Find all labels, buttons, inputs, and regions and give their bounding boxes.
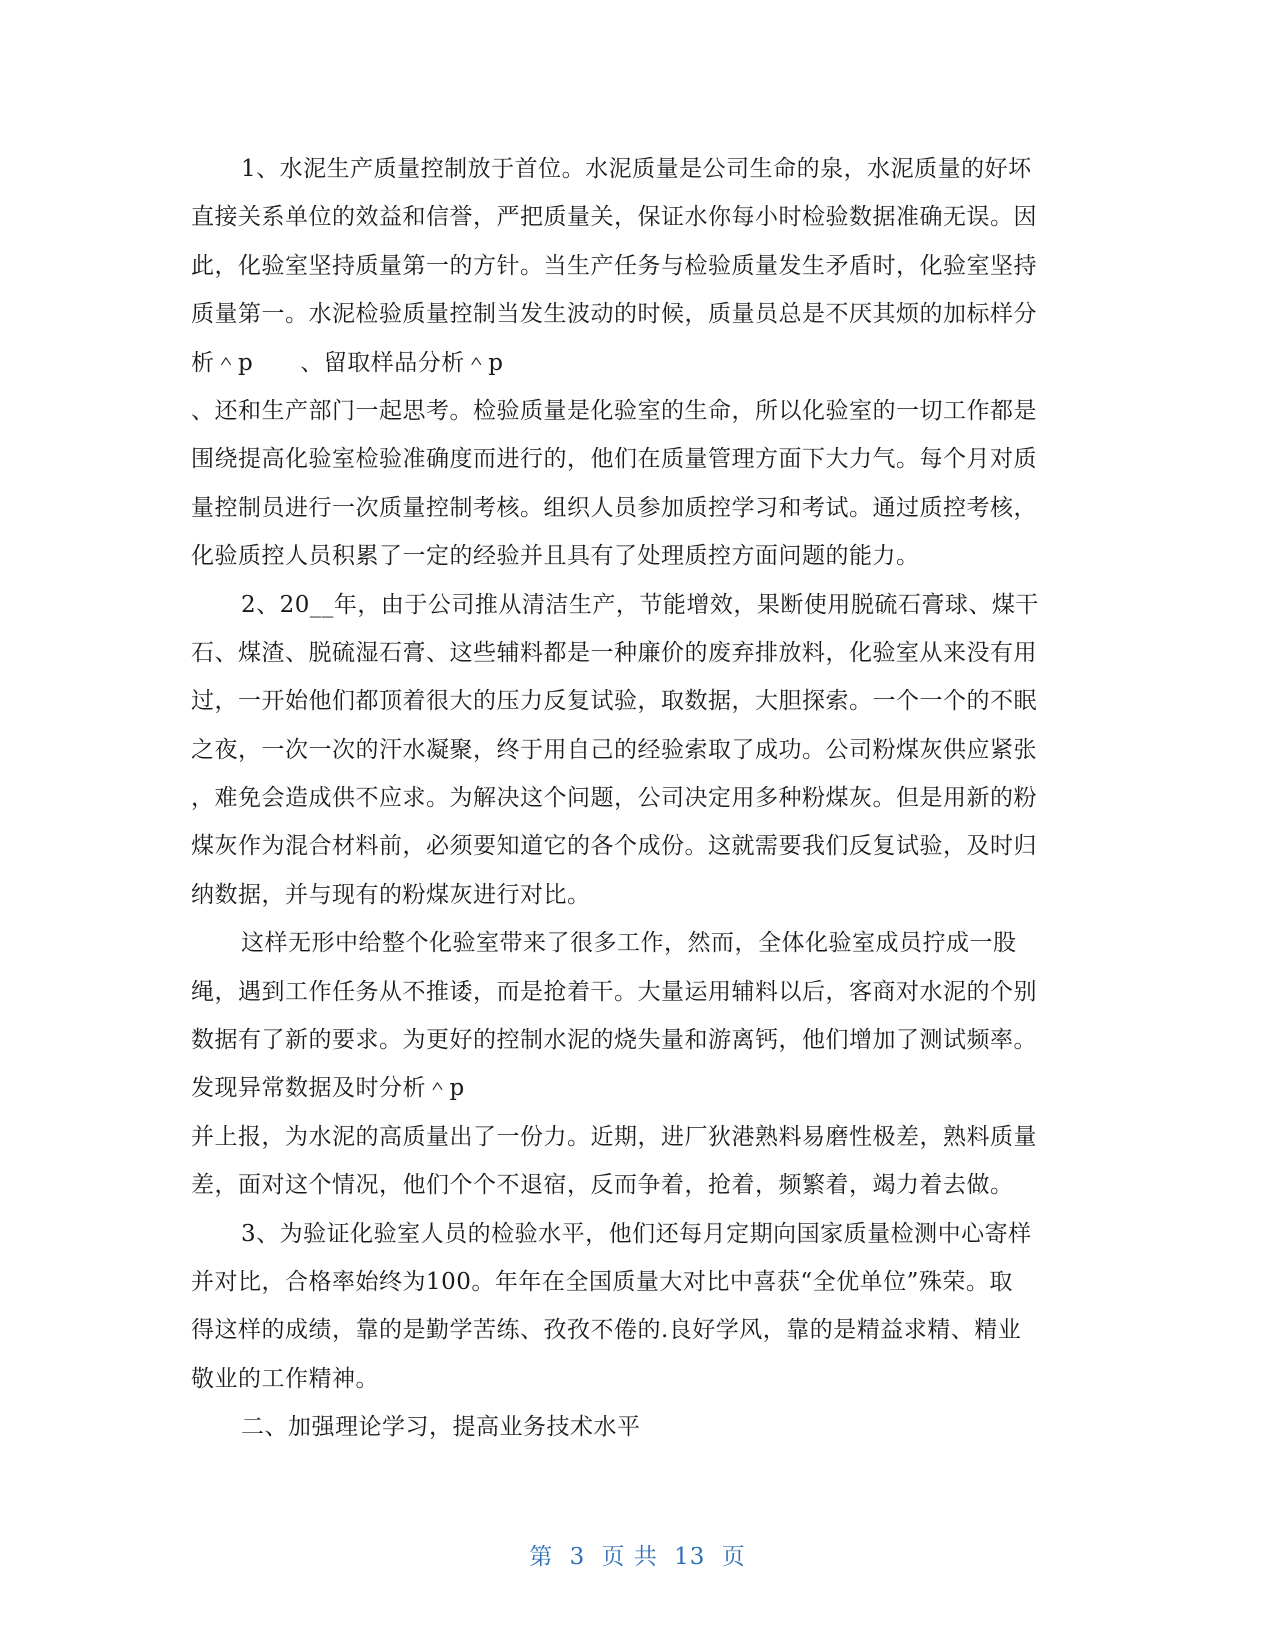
text-line: 质量第一。水泥检验质量控制当发生波动的时候，质量员总是不厌其烦的加标样分 <box>191 301 1037 328</box>
footer-mid: 页 共 <box>601 1544 658 1570</box>
text-line: 并对比，合格率始终为100。年年在全国质量大对比中喜获“全优单位”殊荣。取 <box>191 1268 1013 1295</box>
text-line: 、还和生产部门一起思考。检验质量是化验室的生命，所以化验室的一切工作都是 <box>191 397 1037 424</box>
text-line: 石、煤渣、脱硫湿石膏、这些辅料都是一种廉价的废弃排放料，化验室从来没有用 <box>191 639 1037 666</box>
text-line: 1、水泥生产质量控制放于首位。水泥质量是公司生命的泉，水泥质量的好坏 <box>241 156 1032 182</box>
document-body <box>191 145 1081 1452</box>
text-line: 差，面对这个情况，他们个个不退宿，反而争着，抢着，频繁着，竭力着去做。 <box>191 1172 1014 1199</box>
text-line: 化验质控人员积累了一定的经验并且具有了处理质控方面问题的能力。 <box>191 543 920 570</box>
footer-current-page: 3 <box>569 1544 586 1570</box>
text-line: 之夜，一次一次的汗水凝聚，终于用自己的经验索取了成功。公司粉煤灰供应紧张 <box>191 736 1037 763</box>
text-line: 围绕提高化验室检验准确度而进行的，他们在质量管理方面下大力气。每个月对质 <box>191 446 1037 473</box>
text-line: 2、20__年，由于公司推从清洁生产，节能增效，果断使用脱硫石膏球、煤干 <box>241 591 1039 618</box>
text-line: 发现异常数据及时分析＾p <box>191 1075 465 1102</box>
page-footer <box>0 1538 1275 1571</box>
text-line: 敬业的工作精神。 <box>191 1365 379 1392</box>
text-line: 得这样的成绩，靠的是勤学苦练、孜孜不倦的.良好学风，靠的是精益求精、精业 <box>191 1317 1022 1344</box>
footer-prefix: 第 <box>529 1544 554 1570</box>
footer-total-pages: 13 <box>674 1544 706 1570</box>
text-line: 这样无形中给整个化验室带来了很多工作，然而，全体化验室成员拧成一股 <box>241 930 1017 957</box>
text-line: 此，化验室坚持质量第一的方针。当生产任务与检验质量发生矛盾时，化验室坚持 <box>191 252 1037 279</box>
text-line: 并上报，为水泥的高质量出了一份力。近期，进厂狄港熟料易磨性极差，熟料质量 <box>191 1123 1037 1150</box>
text-line: ，难免会造成供不应求。为解决这个问题，公司决定用多种粉煤灰。但是用新的粉 <box>191 785 1037 812</box>
text-line: 析＾p 、留取样品分析＾p <box>191 349 504 376</box>
text-line: 数据有了新的要求。为更好的控制水泥的烧失量和游离钙，他们增加了测试频率。 <box>191 1027 1037 1054</box>
text-line: 绳，遇到工作任务从不推诿，而是抢着干。大量运用辅料以后，客商对水泥的个别 <box>191 978 1037 1005</box>
text-line: 纳数据，并与现有的粉煤灰进行对比。 <box>191 881 591 908</box>
text-line: 直接关系单位的效益和信誉，严把质量关，保证水你每小时检验数据准确无误。因 <box>191 204 1037 231</box>
text-line: 量控制员进行一次质量控制考核。组织人员参加质控学习和考试。通过质控考核， <box>191 494 1037 521</box>
text-line: 煤灰作为混合材料前，必须要知道它的各个成份。这就需要我们反复试验，及时归 <box>191 833 1037 860</box>
text-line: 二、加强理论学习，提高业务技术水平 <box>241 1414 641 1441</box>
text-line: 3、为验证化验室人员的检验水平，他们还每月定期向国家质量检测中心寄样 <box>241 1220 1032 1247</box>
footer-suffix: 页 <box>721 1544 746 1570</box>
text-line: 过，一开始他们都顶着很大的压力反复试验，取数据，大胆探索。一个一个的不眠 <box>191 688 1037 715</box>
